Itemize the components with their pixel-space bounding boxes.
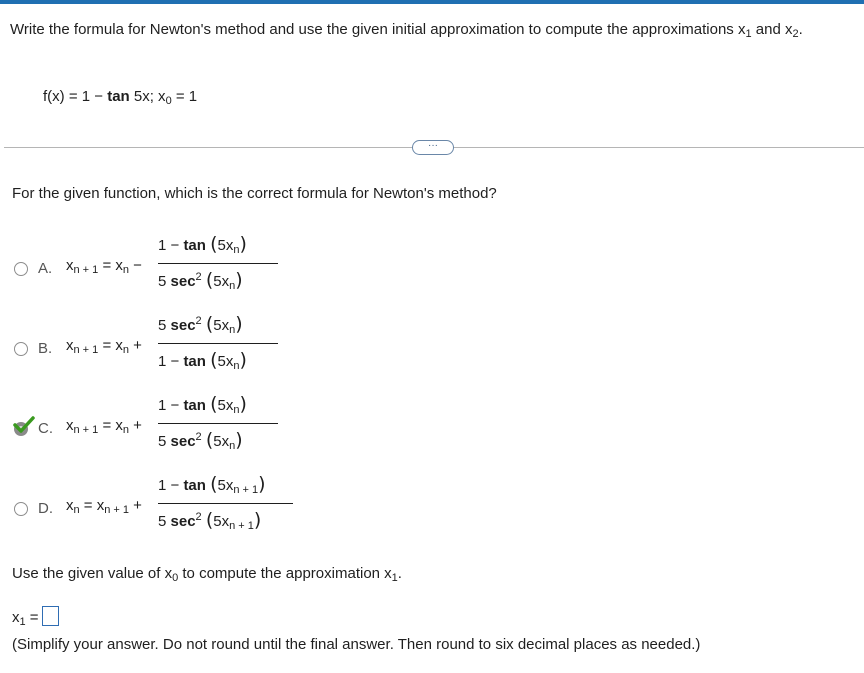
fraction-denominator: 5 $\sec^2 (5x_n)$ — [158, 269, 243, 292]
check-icon — [13, 416, 35, 434]
answer-option-d[interactable] — [14, 473, 314, 543]
fraction-bar — [158, 503, 293, 504]
instruction-note: (Simplify your answer. Do not round until the final answer. Then round to six decimal places as needed.) — [12, 636, 701, 653]
function-definition: f(x) = 1 − tan 5x; $x_0 = 1$ — [43, 88, 198, 107]
fraction-denominator: $1 - \tan (5x_n)$ — [158, 349, 247, 372]
option-letter: C. — [38, 420, 53, 437]
answer-input[interactable] — [42, 606, 59, 626]
option-letter: D. — [38, 500, 53, 517]
option-lhs: $x_n = x_{n + 1}$ + — [66, 497, 142, 516]
fraction-numerator: $1 - \tan (5x_n)$ — [158, 233, 247, 256]
question-text: For the given function, which is the correct formula for Newton's method? — [12, 185, 497, 202]
option-letter: B. — [38, 340, 53, 357]
fraction-bar — [158, 263, 278, 264]
fraction-numerator: $1 - \tan (5x_{n + 1})$ — [158, 473, 266, 496]
radio-button[interactable] — [14, 342, 28, 356]
fraction-bar — [158, 423, 278, 424]
answer-row: $x_1$ = — [12, 606, 59, 626]
expand-button[interactable]: ··· — [412, 140, 454, 155]
top-accent-bar — [0, 0, 864, 4]
answer-option-a[interactable] — [14, 233, 314, 303]
answer-option-b[interactable] — [14, 313, 314, 383]
problem-prompt: Write the formula for Newton's method and use the given initial approximation to compute the approximations $x_1$ and $x_2$. — [10, 21, 803, 40]
option-letter: A. — [38, 260, 53, 277]
option-lhs: $x_{n + 1} = x_n$ + — [66, 417, 142, 436]
fraction-denominator: 5 $\sec^2 (5x_{n + 1})$ — [158, 509, 262, 532]
fraction-bar — [158, 343, 278, 344]
use-given-text: Use the given value of $x_0$ to compute the approximation $x_1$. — [12, 565, 402, 584]
answer-option-c[interactable] — [14, 393, 314, 463]
option-lhs: $x_{n + 1} = x_n$ − — [66, 257, 142, 276]
fraction-denominator: 5 $\sec^2 (5x_n)$ — [158, 429, 243, 452]
radio-button[interactable] — [14, 502, 28, 516]
radio-button[interactable] — [14, 262, 28, 276]
option-lhs: $x_{n + 1} = x_n$ + — [66, 337, 142, 356]
fraction-numerator: 5 $\sec^2 (5x_n)$ — [158, 313, 243, 336]
fraction-numerator: $1 - \tan (5x_n)$ — [158, 393, 247, 416]
